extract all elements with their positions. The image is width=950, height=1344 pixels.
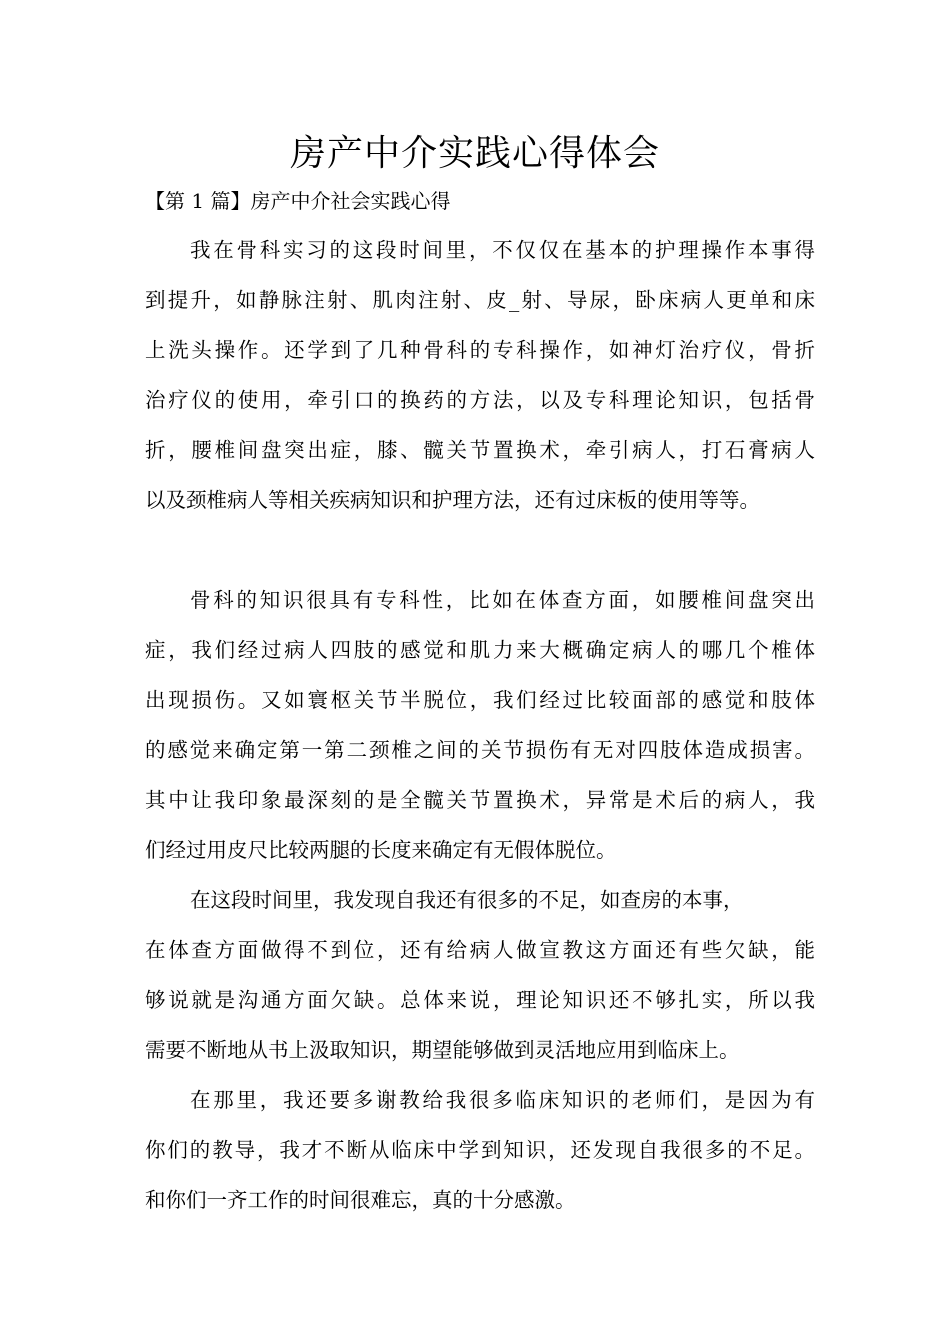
text-line: 以及颈椎病人等相关疾病知识和护理方法，还有过床板的使用等等。 (145, 488, 760, 512)
text-line: 症，我们经过病人四肢的感觉和肌力来大概确定病人的哪几个椎体 (145, 638, 815, 662)
text-line: 的感觉来确定第一第二颈椎之间的关节损伤有无对四肢体造成损害。 (145, 738, 815, 762)
text-line: 够说就是沟通方面欠缺。总体来说，理论知识还不够扎实，所以我 (145, 988, 815, 1012)
text-line: 和你们一齐工作的时间很难忘，真的十分感激。 (145, 1188, 576, 1212)
text-line: 在这段时间里，我发现自我还有很多的不足，如查房的本事， (190, 888, 744, 912)
text-line: 其中让我印象最深刻的是全髋关节置换术，异常是术后的病人，我 (145, 788, 815, 812)
text-line: 你们的教导，我才不断从临床中学到知识，还发现自我很多的不足。 (145, 1138, 815, 1162)
text-line: 出现损伤。又如寰枢关节半脱位，我们经过比较面部的感觉和肢体 (145, 688, 815, 712)
text-line: 到提升，如静脉注射、肌肉注射、皮_射、导尿，卧床病人更单和床 (145, 288, 815, 312)
text-line: 在体查方面做得不到位，还有给病人做宣教这方面还有些欠缺，能 (145, 938, 815, 962)
section-heading: 【第 1 篇】房产中介社会实践心得 (145, 189, 451, 213)
text-line: 上洗头操作。还学到了几种骨科的专科操作，如神灯治疗仪，骨折 (145, 338, 815, 362)
text-line: 折，腰椎间盘突出症，膝、髋关节置换术，牵引病人，打石膏病人 (145, 438, 815, 462)
document-title: 房产中介实践心得体会 (289, 133, 660, 174)
text-line: 骨科的知识很具有专科性，比如在体查方面，如腰椎间盘突出 (190, 588, 815, 612)
text-line: 们经过用皮尺比较两腿的长度来确定有无假体脱位。 (145, 838, 617, 862)
text-line: 我在骨科实习的这段时间里，不仅仅在基本的护理操作本事得 (190, 238, 815, 262)
text-line: 在那里，我还要多谢教给我很多临床知识的老师们，是因为有 (190, 1088, 815, 1112)
text-line: 治疗仪的使用，牵引口的换药的方法，以及专科理论知识，包括骨 (145, 388, 815, 412)
text-line: 需要不断地从书上汲取知识，期望能够做到灵活地应用到临床上。 (145, 1038, 740, 1062)
